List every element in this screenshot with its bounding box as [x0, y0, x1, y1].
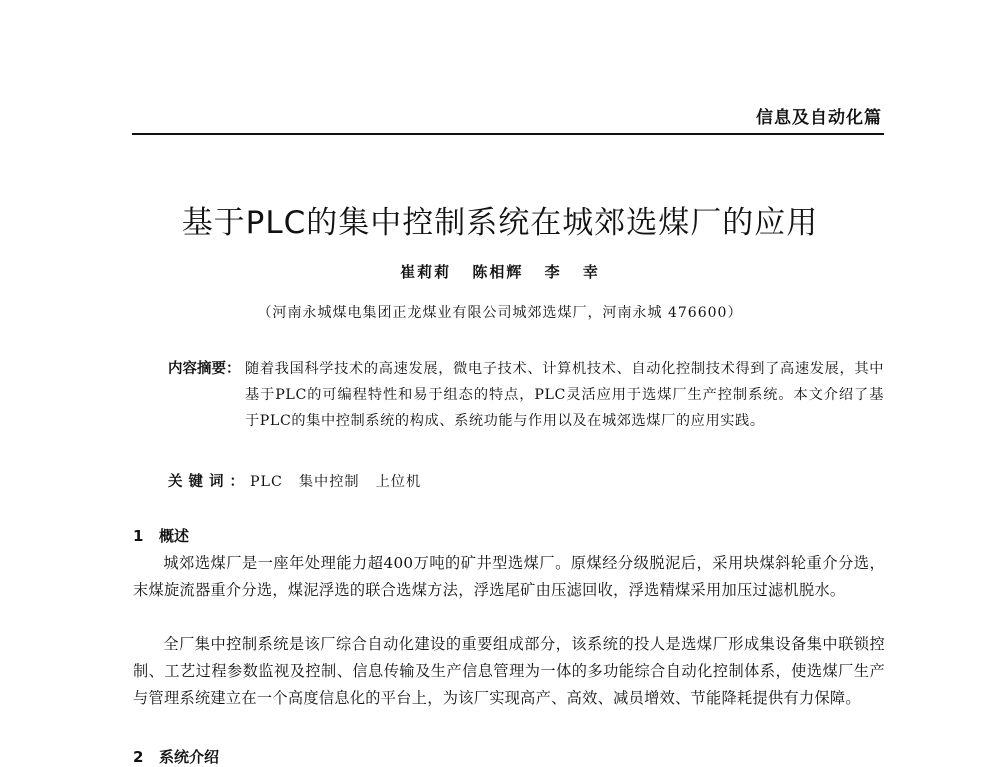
keyword-item: PLC [250, 474, 283, 490]
section-title: 概述 [159, 527, 190, 545]
paper-title: 基于PLC的集中控制系统在城郊选煤厂的应用 [181, 205, 819, 241]
body-paragraph: 城郊选煤厂是一座年处理能力超400万吨的矿井型选煤厂。原煤经分级脱泥后，采用块煤斜轮重介分选，末煤旋流器重介分选，煤泥浮选的联合选煤方法，浮选尾矿由压滤回收，浮选精煤采用加压过滤机脱水。 [133, 554, 885, 599]
section-title: 系统介绍 [159, 748, 220, 766]
keyword-item: 集中控制 [298, 474, 360, 490]
paper-authors: 崔莉莉 陈相辉 李 幸 [400, 263, 600, 281]
section-number: 1 [133, 527, 144, 545]
keyword-item: 上位机 [375, 474, 422, 490]
running-header: 信息及自动化篇 [756, 108, 882, 128]
body-paragraph: 全厂集中控制系统是该厂综合自动化建设的重要组成部分，该系统的投人是选煤厂形成集设备集中联锁控制、工艺过程参数监视及控制、信息传输及生产信息管理为一体的多功能综合自动化控制体系，使选煤厂生产与管理系统建立在一个高度信息化的平台上，为该厂实现高产、高效、减员增效、节能降耗提供有力保障。 [133, 635, 885, 707]
keywords-line [168, 470, 437, 491]
section-number: 2 [133, 748, 144, 766]
section-heading-1 [133, 525, 189, 546]
abstract-label: 内容摘要： [168, 361, 241, 377]
header-rule [132, 133, 884, 135]
abstract-text: 随着我国科学技术的高速发展，微电子技术、计算机技术、自动化控制技术得到了高速发展，其中基于PLC的可编程特性和易于组态的特点，PLC灵活应用于选煤厂生产控制系统。本文介绍了基于PLC的集中控制系统的构成、系统功能与作用以及在城郊选煤厂的应用实践。 [245, 361, 884, 429]
paper-affiliation: （河南永城煤电集团正龙煤业有限公司城郊选煤厂，河南永城 476600） [257, 305, 743, 321]
keywords-label: 关键词： [168, 474, 250, 490]
section-heading-2 [133, 746, 219, 767]
